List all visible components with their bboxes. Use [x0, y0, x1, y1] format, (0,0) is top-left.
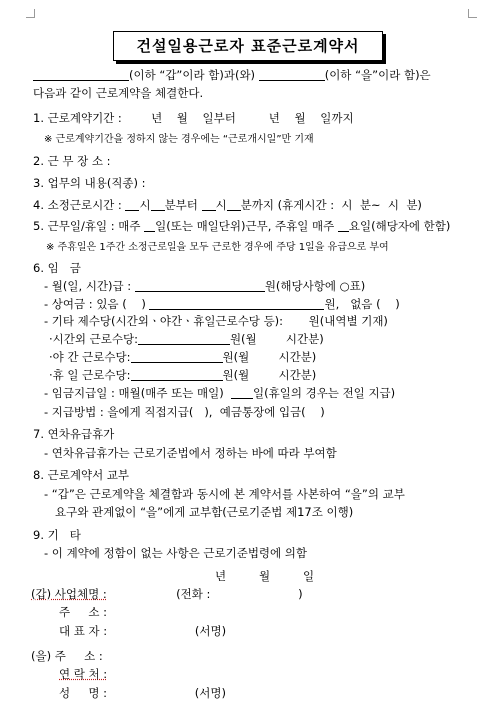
other-allowance-line: - 기타 제수당(시간외ㆍ야간ㆍ휴일근로수당 등): 원(내역별 기재)	[44, 314, 388, 328]
holiday-allowance: ·휴 일 근로수당: 원(월 시간분)	[49, 368, 317, 382]
weekly-holiday-note: ※ 주휴일은 1주간 소정근로일을 모두 근로한 경우에 주당 1일을 유급으로 부여	[46, 242, 389, 253]
employee-name: 성 명 : (서명)	[59, 686, 226, 700]
document-title: 건설일용근로자 표준근로계약서	[113, 31, 383, 61]
contract-delivery-heading: 8. 근로계약서 교부	[33, 468, 130, 482]
annual-leave-heading: 7. 연차유급휴가	[33, 427, 115, 441]
employee-contact: 연 락 처 :	[59, 667, 108, 681]
workdays-holidays: 5. 근무일/휴일 : 매주 일(또는 매일단위)근무, 주휴일 매주 요일(해당자에 한함)	[33, 219, 451, 233]
employee-address: (을) 주 소 :	[31, 649, 103, 663]
wage-heading: 6. 임 금	[33, 261, 81, 275]
party-a-blank[interactable]	[33, 68, 129, 81]
intro-line-2: 다음과 같이 근로계약을 체결한다.	[33, 86, 204, 100]
annual-leave-text: - 연차유급휴가는 근로기준법에서 정하는 바에 따라 부여함	[44, 446, 337, 460]
employer-address: 주 소 :	[59, 605, 108, 619]
workplace: 2. 근 무 장 소 :	[33, 154, 111, 168]
page-corner-mark-left	[26, 9, 35, 18]
bonus-line: - 상여금 : 있음 ( ) 원, 없음 ( )	[44, 297, 400, 311]
employer-business-name: (갑) 사업체명 : (전화 : )	[31, 587, 303, 601]
other-text: - 이 계약에 정함이 없는 사항은 근로기준법령에 의함	[44, 546, 308, 560]
working-hours: 4. 소정근로시간 : 시 분부터 시 분까지 (휴게시간 : 시 분~ 시 분)	[33, 198, 422, 212]
wage-line: - 월(일, 시간)급 : 원(해당사항에 ○표)	[44, 279, 366, 293]
job-description: 3. 업무의 내용(직종) :	[33, 176, 146, 190]
page-corner-mark-right	[468, 9, 477, 18]
contract-period-note: ※ 근로계약기간을 정하지 않는 경우에는 “근로개시일”만 기재	[44, 134, 314, 145]
contract-period: 1. 근로계약기간 : 년 월 일부터 년 월 일까지	[33, 111, 354, 125]
contract-delivery-text-1: - “갑”은 근로계약을 체결함과 동시에 본 계약서를 사본하여 “을”의 교부	[44, 487, 405, 501]
contract-delivery-text-2: 요구와 관계없이 “을”에게 교부함(근로기준법 제17조 이행)	[55, 505, 354, 519]
other-heading: 9. 기 타	[33, 528, 81, 542]
payment-method-line: - 지급방법 : 을에게 직접지급( ), 예금통장에 입금( )	[44, 405, 325, 419]
employer-representative: 대 표 자 : (서명)	[59, 624, 227, 638]
payday-line: - 임금지급일 : 매월(매주 또는 매일) 일(휴일의 경우는 전일 지급)	[44, 386, 396, 400]
overtime-allowance: ·시간외 근로수당: 원(월 시간분)	[49, 332, 324, 346]
party-b-blank[interactable]	[259, 68, 325, 81]
night-allowance: ·야 간 근로수당: 원(월 시간분)	[49, 350, 317, 364]
intro-line-1: (이하 “갑”이라 함)과(와) (이하 “을”이라 함)은	[33, 67, 431, 83]
contract-date: 년 월 일	[215, 569, 315, 583]
